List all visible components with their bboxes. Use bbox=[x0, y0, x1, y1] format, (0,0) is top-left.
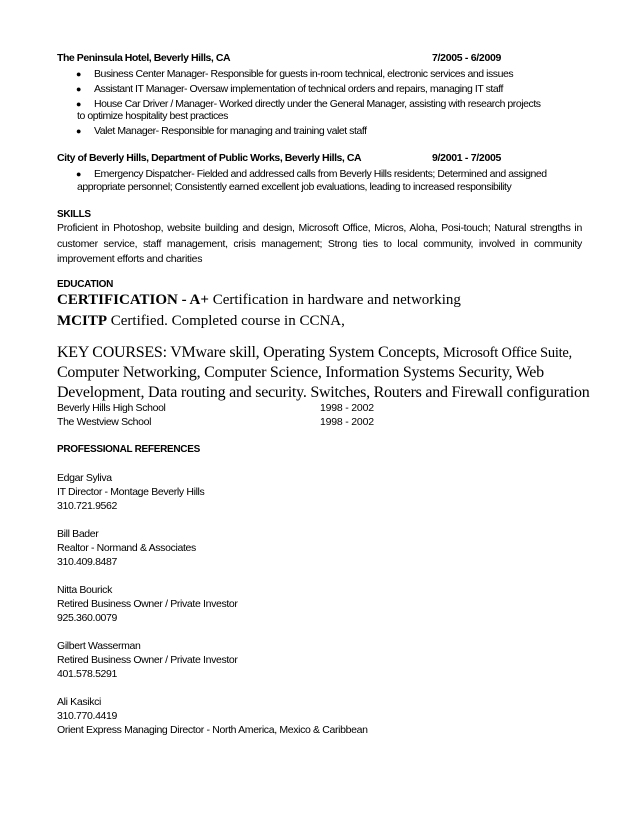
job-dates: 7/2005 - 6/2009 bbox=[432, 52, 502, 64]
key-courses-line: Computer Networking, Computer Science, Information Systems Security, Web bbox=[57, 364, 544, 381]
reference-name: Gilbert Wasserman bbox=[57, 640, 141, 652]
certification-line bbox=[57, 292, 461, 309]
reference-detail: IT Director - Montage Beverly Hills bbox=[57, 486, 205, 498]
skills-text: Proficient in Photoshop, website building and design, Microsoft Office, Micros, Aloha, Posi-touch; Natural strengths in customer service, staff management, crisis management; Strong ties to local community, involved in community improvement efforts and charities bbox=[57, 222, 582, 265]
bullet-icon: ● bbox=[76, 126, 81, 136]
certification-label: MCITP bbox=[57, 313, 107, 329]
job-title: City of Beverly Hills, Department of Public Works, Beverly Hills, CA bbox=[57, 152, 362, 164]
job-title: The Peninsula Hotel, Beverly Hills, CA bbox=[57, 52, 231, 64]
key-courses bbox=[57, 343, 590, 403]
reference-name: Ali Kasikci bbox=[57, 696, 101, 708]
skills-heading: SKILLS bbox=[57, 209, 91, 220]
reference-phone: 310.721.9562 bbox=[57, 500, 118, 512]
references-heading: PROFESSIONAL REFERENCES bbox=[57, 444, 200, 455]
job-bullet: ● Assistant IT Manager- Oversaw implementation of technical orders and repairs, managing IT staff bbox=[77, 82, 592, 98]
job-bullet: ● Valet Manager- Responsible for managing and training valet staff bbox=[77, 124, 592, 140]
bullet-icon: ● bbox=[76, 99, 81, 109]
school-name: Beverly Hills High School bbox=[57, 402, 166, 414]
job-bullet: ● Emergency Dispatcher- Fielded and addressed calls from Beverly Hills residents; Determined and assigned bbox=[77, 167, 592, 183]
key-courses-line: Development, Data routing and security. Switches, Routers and Firewall configuration bbox=[57, 384, 590, 401]
reference-phone: 310.409.8487 bbox=[57, 556, 118, 568]
job-bullet-continuation: appropriate personnel; Consistently earned excellent job evaluations, leading to increased responsibility bbox=[77, 181, 512, 193]
bullet-icon: ● bbox=[76, 69, 81, 79]
reference-detail: Retired Business Owner / Private Investor bbox=[57, 598, 238, 610]
reference-phone: 310.770.4419 bbox=[57, 710, 118, 722]
certification-detail: Certification in hardware and networking bbox=[208, 292, 461, 308]
reference-detail: Retired Business Owner / Private Investor bbox=[57, 654, 238, 666]
job-bullet-continuation: to optimize hospitality best practices bbox=[77, 110, 228, 122]
certification-detail: Certified. Completed course in CCNA, bbox=[107, 313, 345, 329]
reference-name: Nitta Bourick bbox=[57, 584, 112, 596]
reference-detail: Orient Express Managing Director - North America, Mexico & Caribbean bbox=[57, 724, 368, 736]
reference-name: Bill Bader bbox=[57, 528, 99, 540]
job-dates: 9/2001 - 7/2005 bbox=[432, 152, 502, 164]
reference-phone: 401.578.5291 bbox=[57, 668, 118, 680]
education-heading: EDUCATION bbox=[57, 279, 114, 290]
reference-phone: 925.360.0079 bbox=[57, 612, 118, 624]
job-bullet: ● Business Center Manager- Responsible for guests in-room technical, electronic services and issues bbox=[77, 67, 592, 83]
reference-name: Edgar Syliva bbox=[57, 472, 112, 484]
bullet-icon: ● bbox=[76, 84, 81, 94]
certification-line bbox=[57, 313, 345, 330]
certification-label: CERTIFICATION - A+ bbox=[57, 292, 209, 308]
key-courses-line: KEY COURSES: VMware skill, Operating System Concepts, Microsoft Office Suite, bbox=[57, 344, 572, 361]
school-years: 1998 - 2002 bbox=[320, 416, 374, 428]
job-bullet: ● House Car Driver / Manager- Worked directly under the General Manager, assisting with research projects bbox=[77, 97, 592, 113]
bullet-icon: ● bbox=[76, 169, 81, 179]
school-name: The Westview School bbox=[57, 416, 152, 428]
school-years: 1998 - 2002 bbox=[320, 402, 374, 414]
reference-detail: Realtor - Normand & Associates bbox=[57, 542, 196, 554]
